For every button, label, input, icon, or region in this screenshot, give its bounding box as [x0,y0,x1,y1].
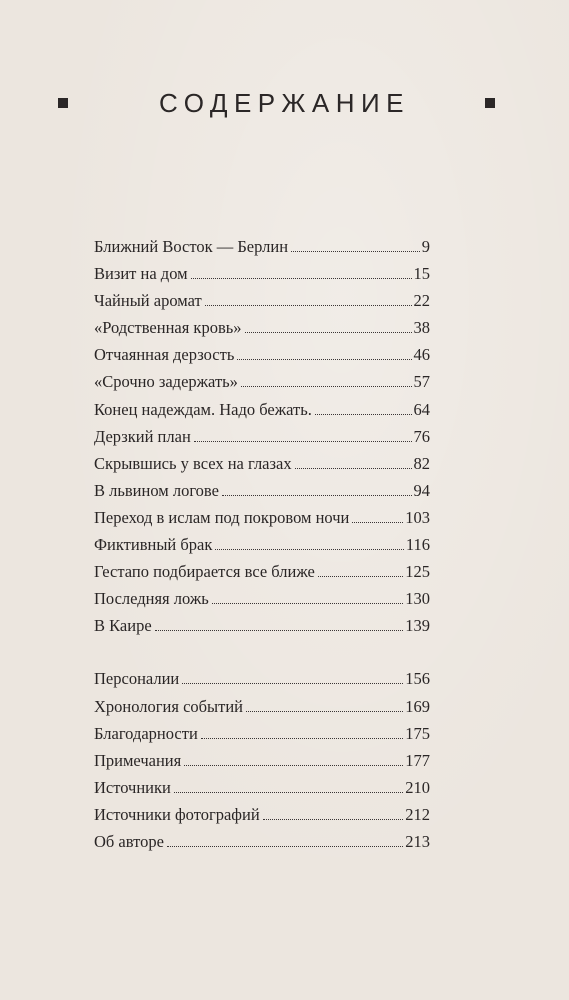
toc-entry [94,233,430,260]
toc-entry-title: Последняя ложь [94,589,209,609]
dot-leader [201,738,403,739]
toc-entry [94,720,430,747]
toc-entry-page: 125 [405,562,430,582]
toc-entry-title: Конец надеждам. Надо бежать. [94,399,312,419]
toc-entry-page: 94 [413,480,430,500]
dot-leader [315,414,412,415]
toc-entry-page: 76 [413,426,430,446]
toc-entry-title: Переход в ислам под покровом ночи [94,507,350,527]
toc-entry-page: 82 [413,453,430,473]
toc-entry-title: Скрывшись у всех на глазах [94,453,292,473]
dot-leader [237,359,411,360]
toc-entry-title: Фиктивный брак [94,535,213,555]
dot-leader [352,522,403,523]
toc-entry-page: 64 [413,399,430,419]
toc-entry [94,504,430,531]
toc-entry-title: Хронология событий [94,696,243,716]
dot-leader [182,683,403,684]
toc-entry-title: Источники фотографий [94,804,260,824]
toc-entry-page: 116 [405,535,430,555]
toc-entry [94,612,430,639]
dot-leader [241,386,412,387]
toc-entry-title: Источники [94,777,171,797]
toc-entry [94,828,430,855]
toc-entry-page: 130 [405,589,430,609]
toc-entry [94,531,430,558]
toc-entry [94,477,430,504]
toc-entry [94,747,430,774]
dot-leader [222,495,412,496]
toc-entry [94,341,430,368]
toc-entry-page: 22 [413,291,430,311]
table-of-contents [94,233,430,855]
toc-entry [94,693,430,720]
toc-entry-page: 57 [413,372,430,392]
toc-entry-title: «Родственная кровь» [94,318,242,338]
toc-entry [94,287,430,314]
toc-entry [94,774,430,801]
toc-entry-page: 177 [405,750,430,770]
toc-entry [94,368,430,395]
toc-entry-title: Благодарности [94,723,198,743]
dot-leader [246,711,403,712]
contents-header [0,88,569,124]
dot-leader [263,819,404,820]
dot-leader [184,765,403,766]
page-title: СОДЕРЖАНИЕ [158,88,410,118]
dot-leader [295,468,412,469]
dot-leader [167,846,403,847]
toc-entry-page: 213 [405,831,430,851]
chapters-list [94,233,430,639]
toc-entry [94,450,430,477]
toc-entry-title: Примечания [94,750,182,770]
toc-entry [94,801,430,828]
toc-entry [94,665,430,692]
toc-entry-page: 169 [405,696,430,716]
toc-entry-title: Об авторе [94,831,164,851]
toc-entry-page: 139 [405,616,430,636]
toc-entry-page: 156 [405,669,430,689]
toc-entry-title: Гестапо подбирается все ближе [94,562,315,582]
toc-entry [94,260,430,287]
dot-leader [155,630,404,631]
dot-leader [174,792,403,793]
dot-leader [318,576,403,577]
toc-entry-page: 175 [405,723,430,743]
toc-entry-title: В Каире [94,616,152,636]
dot-leader [212,603,403,604]
dot-leader [215,549,404,550]
toc-entry-title: Чайный аромат [94,291,202,311]
toc-entry-title: Визит на дом [94,264,188,284]
toc-entry-page: 38 [413,318,430,338]
toc-entry-page: 212 [405,804,430,824]
toc-entry-title: Отчаянная дерзость [94,345,235,365]
dot-leader [291,251,420,252]
toc-entry [94,558,430,585]
toc-entry [94,585,430,612]
toc-entry [94,314,430,341]
toc-entry-page: 15 [413,264,430,284]
toc-entry-page: 210 [405,777,430,797]
toc-entry-title: Ближний Восток — Берлин [94,237,289,256]
toc-entry-page: 103 [405,507,430,527]
toc-entry-title: В львином логове [94,480,219,500]
toc-entry-page: 46 [413,345,430,365]
toc-entry-page: 9 [421,237,430,256]
dot-leader [245,332,412,333]
square-bullet-icon [485,98,495,108]
dot-leader [191,278,412,279]
toc-entry-title: Дерзкий план [94,426,191,446]
dot-leader [194,441,412,442]
toc-entry-title: «Срочно задержать» [94,372,238,392]
dot-leader [205,305,412,306]
toc-entry [94,423,430,450]
appendix-list [94,665,430,855]
toc-entry [94,396,430,423]
toc-entry-title: Персоналии [94,669,180,689]
